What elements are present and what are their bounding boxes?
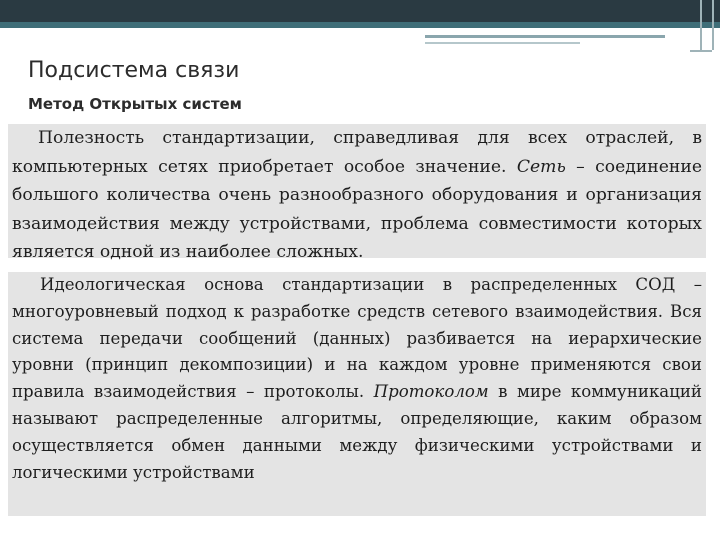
header-rule-secondary [425, 42, 580, 44]
term-protocol: Протоколом [373, 382, 489, 402]
slide-title: Подсистема связи [28, 58, 240, 83]
top-bar [0, 0, 720, 22]
header-rule [425, 35, 665, 38]
paragraph-network [8, 124, 706, 263]
term-network: Сеть [516, 156, 566, 177]
top-bar-accent [0, 22, 720, 28]
paragraph-text: в мире коммуникаций называют распределенные алгоритмы, определяющие, каким образом осуществляется обмен данными между физическими устройствами и логическими устройствами [12, 382, 702, 482]
corner-line [690, 32, 712, 52]
paragraph-text: Идеологическая основа стандартизации в распределенных СОД – многоуровневый подход к разработке средств сетевого взаимодействия. Вся система передачи сообщений (данных) разбивается на иерархические уровни (принцип декомпозиции) и на каждом уровне применяются свои правила взаимодействия – протоколы. [12, 275, 702, 402]
slide-subtitle: Метод Открытых систем [28, 95, 242, 113]
paragraph-protocol [8, 272, 706, 516]
paragraph-text: Полезность стандартизации, справедливая для всех отраслей, в компьютерных сетях приобретает особое значение. [12, 128, 702, 177]
paragraph-text: – соединение большого количества очень разнообразного оборудования и организация взаимодействия между устройствами, проблема совместимости которых является одной из наиболее сложных. [12, 156, 702, 263]
